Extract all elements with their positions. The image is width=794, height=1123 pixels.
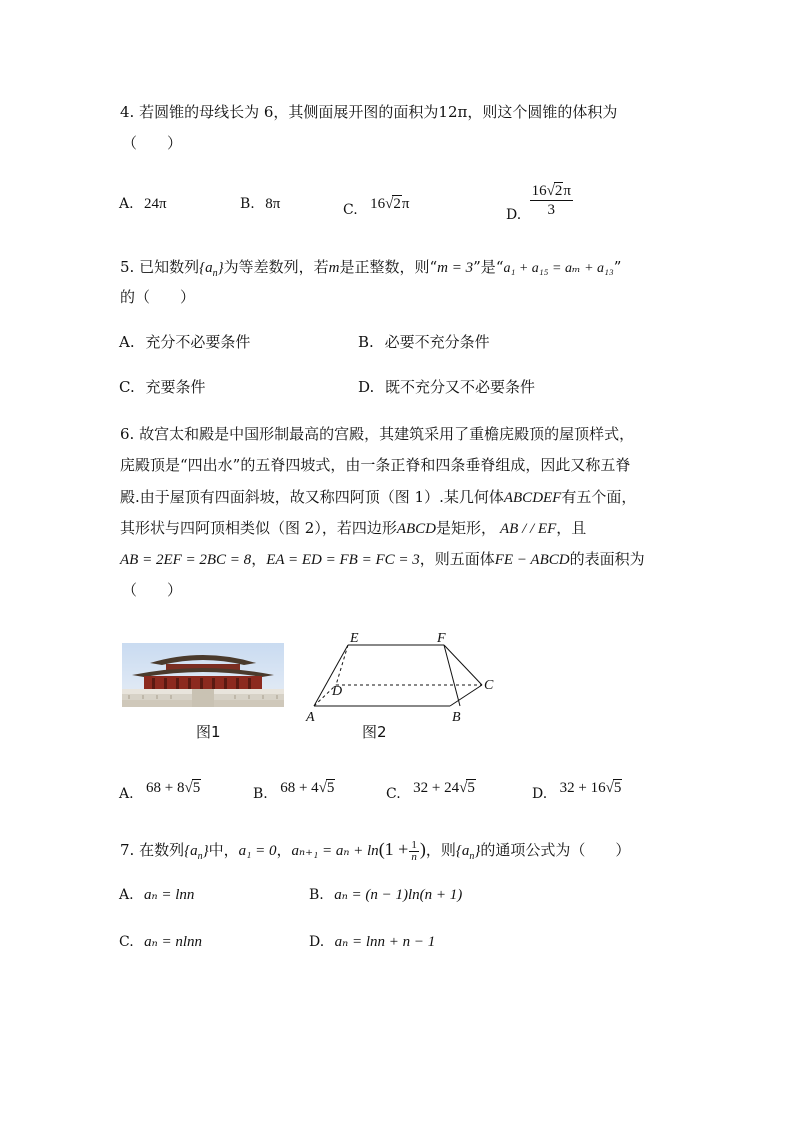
radicand: 5 bbox=[326, 780, 335, 796]
fraction-numerator: 16√2π bbox=[531, 183, 571, 199]
option-value: 充分不必要条件 bbox=[145, 333, 251, 351]
q5-cond-close: ” bbox=[473, 258, 481, 276]
q4-stem bbox=[120, 101, 617, 123]
q7-rec-open: (1 + bbox=[378, 839, 409, 859]
q6-sep: ， bbox=[251, 550, 267, 568]
q6-line4-b: 是矩形， bbox=[436, 519, 497, 537]
option-value: aₙ = nlnn bbox=[144, 934, 202, 950]
option-label: A. bbox=[119, 786, 134, 802]
q6-line4-var: ABCD bbox=[396, 521, 436, 537]
q6-line4-par: AB / / EF bbox=[500, 521, 557, 537]
option-label: C. bbox=[119, 378, 135, 396]
base: 32 + 16 bbox=[559, 780, 606, 796]
palace-photo bbox=[122, 643, 284, 707]
seq-sub: n bbox=[469, 851, 475, 862]
q5-text-c: 是正整数，则 bbox=[339, 258, 430, 276]
q6-option-b[interactable] bbox=[253, 780, 335, 802]
option-label: B. bbox=[309, 887, 324, 903]
option-value: 32 + 24√5 bbox=[413, 780, 475, 796]
q6-number: 6. bbox=[120, 425, 135, 443]
q5-var-m: m bbox=[328, 260, 340, 276]
q4-text: 若圆锥的母线长为 6，其侧面展开图的面积为12π，则这个圆锥的体积为 bbox=[139, 103, 618, 121]
q6-paren: （ ） bbox=[122, 581, 183, 599]
q6-line4 bbox=[120, 517, 586, 540]
vertex-a-label: A bbox=[306, 710, 315, 725]
q6-eq2: EA = ED = FB = FC = 3 bbox=[266, 552, 420, 568]
option-value: 必要不充分条件 bbox=[384, 333, 490, 351]
option-value: 68 + 8√5 bbox=[146, 780, 201, 796]
q6-line5-c: 的表面积为 bbox=[569, 550, 645, 568]
q5-seq bbox=[199, 260, 224, 279]
q6-line1-text: 故宫太和殿是中国形制最高的宫殿，其建筑采用了重檐庑殿顶的屋顶样式， bbox=[139, 425, 635, 443]
seq-open: {a bbox=[199, 260, 213, 276]
coef: 16 bbox=[370, 196, 386, 212]
option-value: 32 + 16√5 bbox=[559, 780, 622, 796]
q6-line3-var: ABCDEF bbox=[503, 490, 562, 506]
q4-paren: （ ） bbox=[122, 134, 183, 152]
q5-stem bbox=[120, 256, 621, 285]
option-value: aₙ = (n − 1)ln(n + 1) bbox=[334, 887, 463, 903]
q4-option-d[interactable] bbox=[506, 182, 573, 223]
q7-rec-fraction bbox=[409, 840, 419, 863]
tail: π bbox=[401, 196, 410, 212]
q7-text-c: ，则 bbox=[425, 841, 456, 859]
q7-rec-close: ) bbox=[419, 839, 426, 859]
fig2-caption: 图2 bbox=[362, 723, 387, 741]
option-value: 16√2π bbox=[370, 196, 410, 212]
seq-close: } bbox=[474, 843, 481, 859]
edge-bc bbox=[450, 685, 482, 706]
q4-option-b[interactable] bbox=[240, 196, 280, 213]
option-label: C. bbox=[119, 934, 134, 950]
q5-text-a: 已知数列 bbox=[139, 258, 200, 276]
option-label: C. bbox=[386, 786, 401, 802]
q7-rec: aₙ₊₁ = aₙ + ln bbox=[291, 843, 379, 859]
fraction-denominator: 3 bbox=[547, 202, 556, 218]
vertex-f-label: F bbox=[437, 631, 446, 646]
q6-option-d[interactable] bbox=[532, 780, 622, 802]
edge-ea bbox=[314, 645, 348, 706]
q7-text-d: 的通项公式为（ ） bbox=[480, 841, 631, 859]
option-value: 68 + 4√5 bbox=[280, 780, 335, 796]
q4-option-c[interactable] bbox=[343, 196, 410, 218]
seq-open: {a bbox=[455, 843, 470, 859]
seq-sub: n bbox=[212, 268, 218, 279]
vertex-d-label: D bbox=[332, 684, 343, 699]
radicand: 5 bbox=[192, 780, 201, 796]
q7-option-d[interactable] bbox=[309, 932, 435, 951]
seq-close: } bbox=[202, 843, 209, 859]
radicand: 5 bbox=[613, 780, 622, 796]
edge-fb bbox=[444, 645, 460, 706]
q6-line5 bbox=[120, 548, 645, 571]
q5-number: 5. bbox=[120, 258, 135, 276]
option-label: A. bbox=[119, 887, 134, 903]
option-label: D. bbox=[532, 786, 548, 802]
q5-option-c[interactable] bbox=[119, 376, 206, 398]
q7-number: 7. bbox=[120, 841, 135, 859]
option-value: 8π bbox=[265, 196, 281, 212]
option-label: A. bbox=[119, 333, 135, 351]
q6-option-c[interactable] bbox=[386, 780, 476, 802]
q7-sep: ， bbox=[276, 841, 292, 859]
option-value: aₙ = lnn bbox=[144, 887, 195, 903]
q6-line2: 庑殿顶是“四出水”的五脊四坡式，由一条正脊和四条垂脊组成，因此又称五脊 bbox=[120, 456, 631, 474]
q6-line3-b: 有五个面， bbox=[561, 488, 637, 506]
option-value: 充要条件 bbox=[145, 378, 206, 396]
q5-option-b[interactable] bbox=[358, 331, 490, 353]
q7-option-b[interactable] bbox=[309, 885, 462, 904]
q6-line1 bbox=[120, 423, 634, 445]
q6-option-a[interactable] bbox=[119, 780, 201, 802]
base: 32 + 24 bbox=[413, 780, 460, 796]
radicand: 2 bbox=[554, 183, 563, 199]
q7-option-c[interactable] bbox=[119, 932, 202, 951]
q4-number: 4. bbox=[120, 103, 135, 121]
tail: π bbox=[563, 183, 571, 199]
q5-eq-open: “ bbox=[495, 258, 504, 276]
base: 68 + 8 bbox=[146, 780, 185, 796]
q6-line5-var: FE − ABCD bbox=[494, 552, 570, 568]
q6-line4-a: 其形状与四阿顶相类似（图 2），若四边形 bbox=[120, 519, 397, 537]
option-value: 既不充分又不必要条件 bbox=[385, 378, 536, 396]
q7-seq-2 bbox=[455, 843, 481, 862]
radicand: 2 bbox=[393, 196, 401, 212]
coef: 16 bbox=[531, 183, 547, 199]
base: 68 + 4 bbox=[280, 780, 319, 796]
option-label: D. bbox=[309, 934, 325, 950]
fraction-denominator: n bbox=[411, 850, 417, 863]
seq-close: } bbox=[217, 260, 224, 276]
option-fraction bbox=[530, 182, 573, 219]
option-label: B. bbox=[240, 196, 255, 212]
q5-text-b: 为等差数列，若 bbox=[223, 258, 329, 276]
q7-stem bbox=[120, 838, 630, 868]
q5-cond-open: “ bbox=[429, 258, 438, 276]
fraction-numerator: 1 bbox=[411, 838, 417, 851]
edge-ed-hidden bbox=[336, 645, 348, 685]
fig1-caption: 图1 bbox=[196, 723, 221, 741]
q5-eq-close: ” bbox=[613, 258, 622, 276]
vertex-e-label: E bbox=[350, 631, 359, 646]
q7-text-b: 中， bbox=[208, 841, 239, 859]
q5-cond: m = 3 bbox=[437, 260, 474, 276]
option-label: B. bbox=[358, 333, 374, 351]
q6-eq1: AB = 2EF = 2BC = 8 bbox=[120, 552, 252, 568]
q5-line2: 的（ ） bbox=[120, 288, 196, 306]
q5-eq: a₁ + a₁₅ = aₘ + a₁₃ bbox=[503, 261, 614, 276]
option-label: C. bbox=[343, 202, 358, 218]
option-label: D. bbox=[358, 378, 375, 396]
q5-option-d[interactable] bbox=[358, 376, 535, 398]
q6-line4-c: ，且 bbox=[556, 519, 587, 537]
option-value: aₙ = lnn + n − 1 bbox=[334, 934, 436, 950]
q5-text-d: 是 bbox=[480, 258, 496, 276]
option-value: 24π bbox=[144, 196, 167, 212]
q6-line3 bbox=[120, 486, 636, 509]
q7-seq bbox=[184, 843, 209, 862]
q5-option-a[interactable] bbox=[119, 331, 250, 353]
q6-line5-b: ，则五面体 bbox=[419, 550, 495, 568]
option-label: B. bbox=[253, 786, 268, 802]
option-label: A. bbox=[119, 196, 134, 212]
q7-init: a₁ = 0 bbox=[238, 843, 277, 859]
q4-option-a[interactable] bbox=[119, 196, 167, 213]
q7-text-a: 在数列 bbox=[139, 841, 185, 859]
option-label: D. bbox=[506, 206, 522, 223]
q6-line3-a: 殿.由于屋顶有四面斜坡，故又称四阿顶（图 1）.某几何体 bbox=[120, 488, 504, 506]
polyhedron-figure bbox=[300, 628, 510, 728]
radicand: 5 bbox=[467, 780, 475, 796]
vertex-c-label: C bbox=[484, 678, 494, 693]
q7-option-a[interactable] bbox=[119, 885, 194, 904]
vertex-b-label: B bbox=[452, 710, 461, 725]
seq-open: {a bbox=[184, 843, 198, 859]
seq-sub: n bbox=[197, 851, 203, 862]
